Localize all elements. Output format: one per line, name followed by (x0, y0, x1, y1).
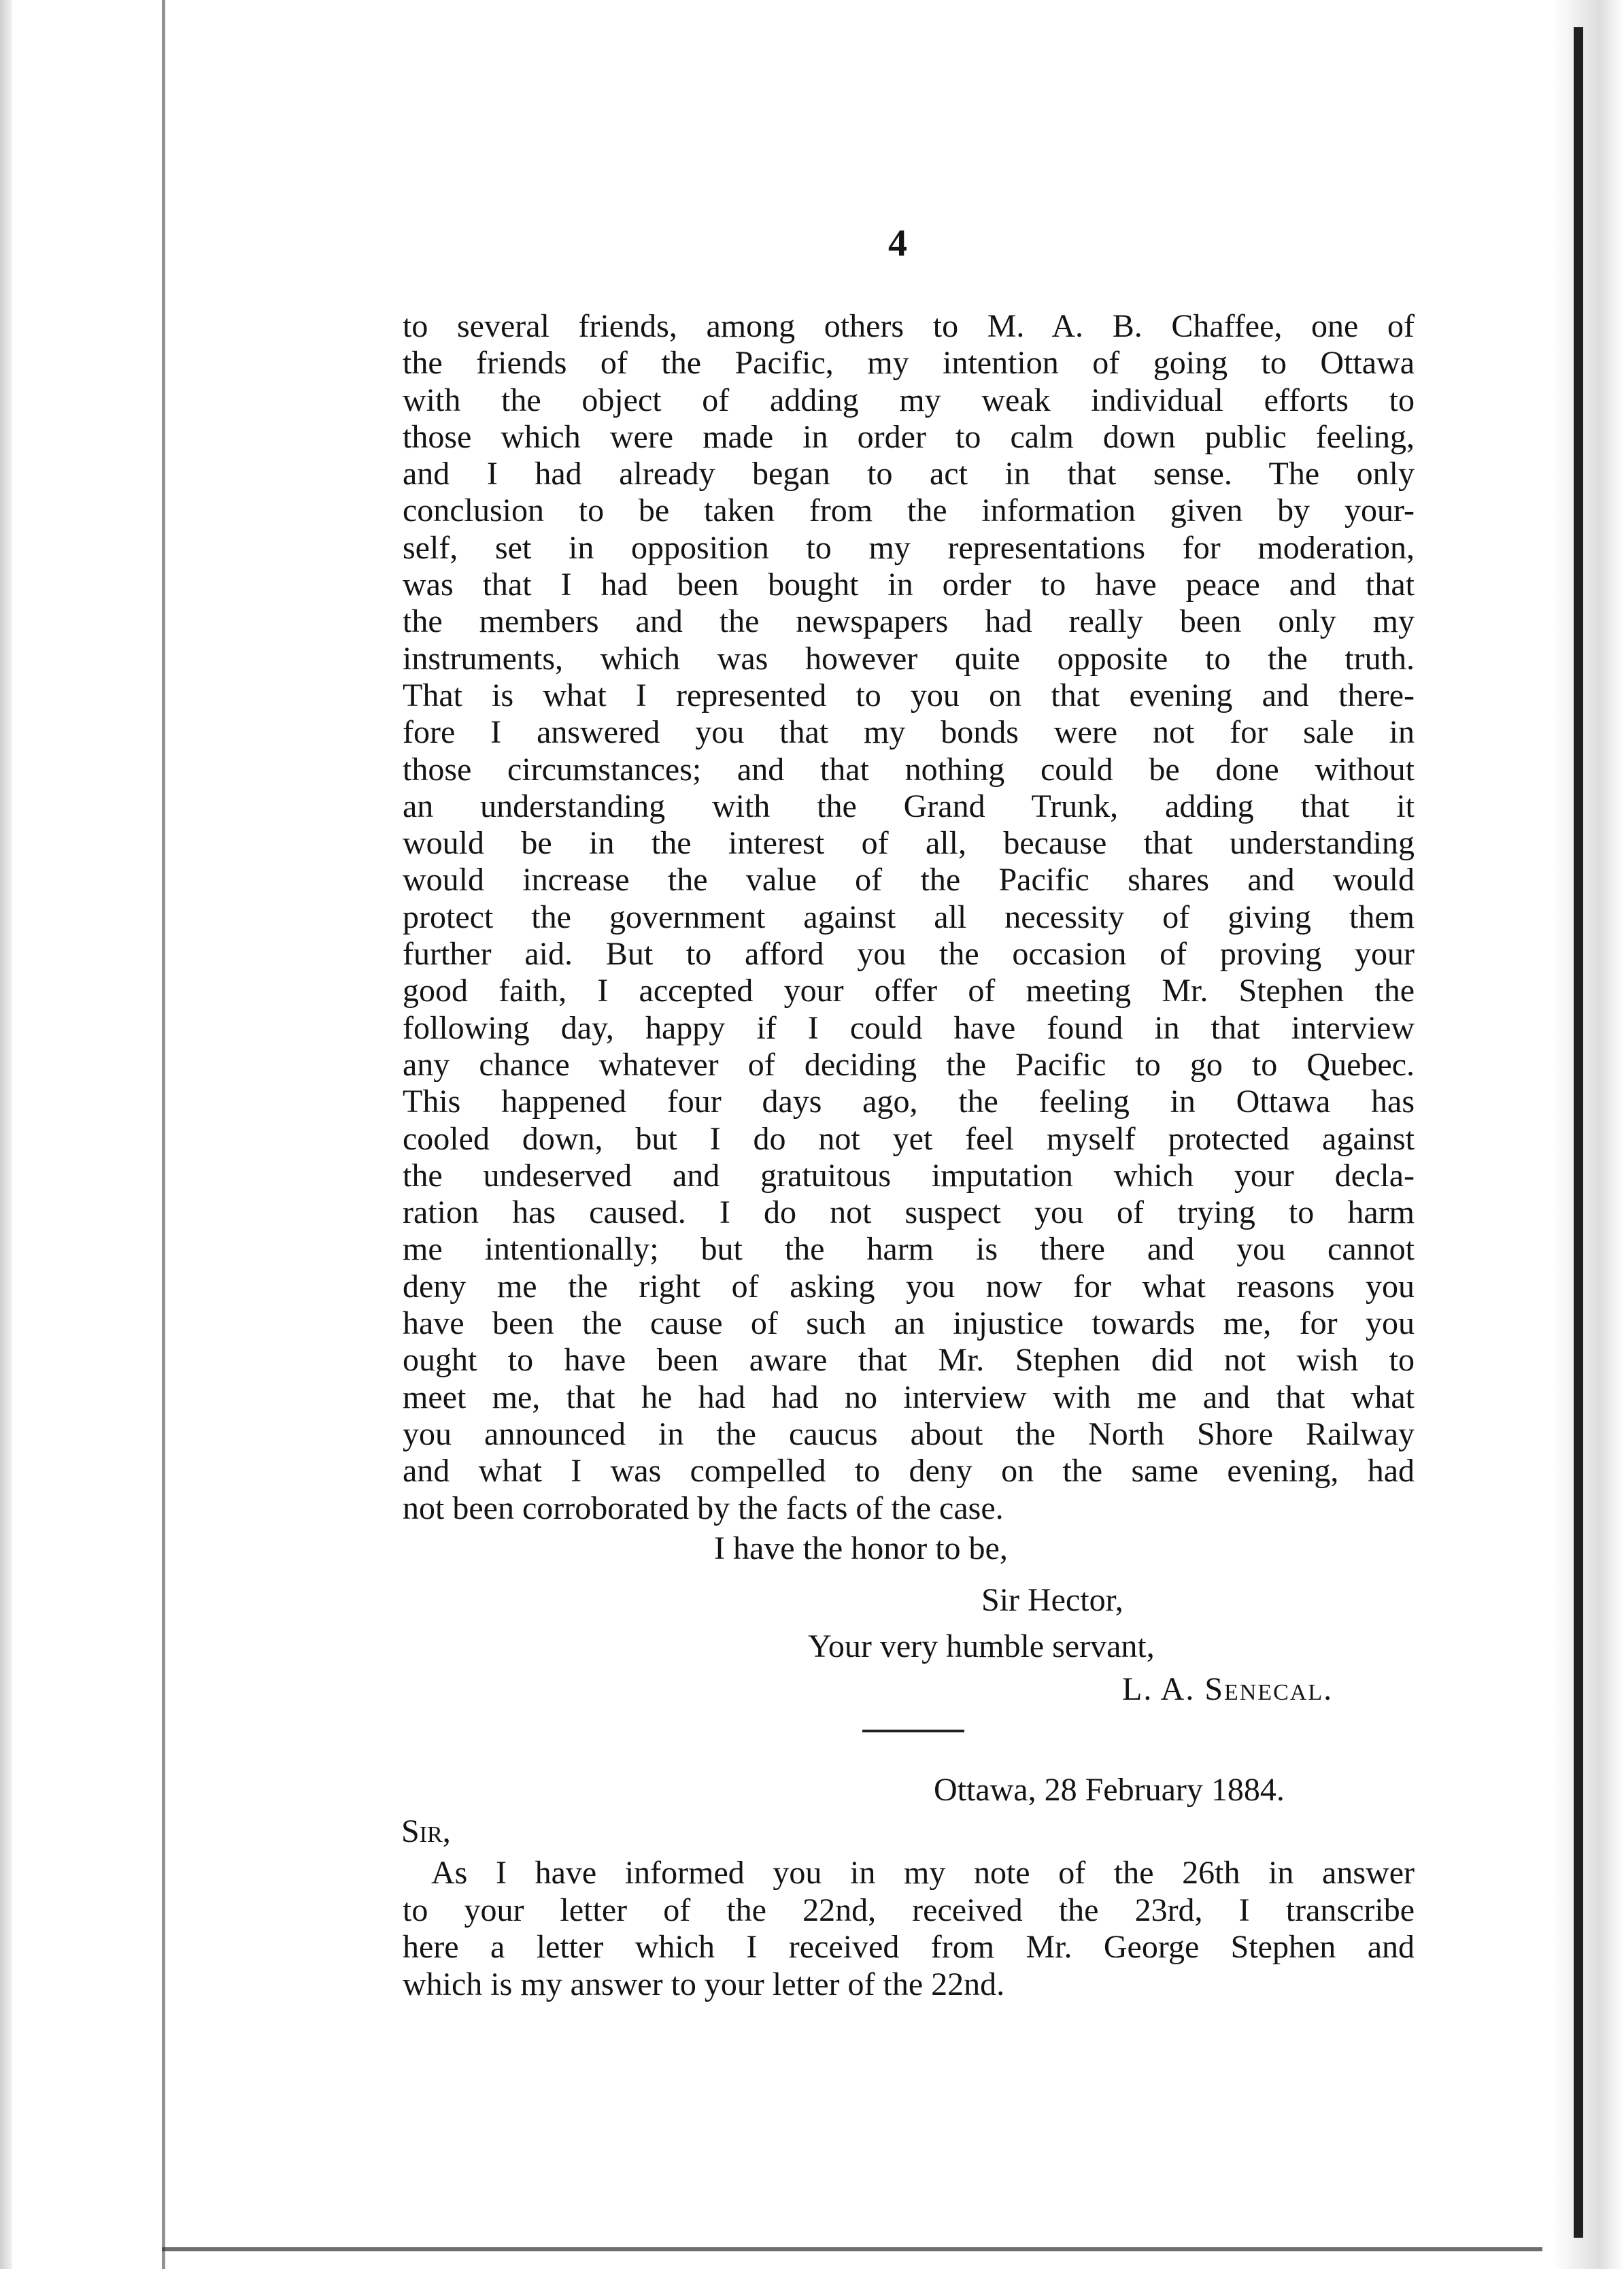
page-bottom-edge (162, 2247, 1542, 2251)
text-line: not been corroborated by the facts of the case. (403, 1490, 1004, 1526)
page-edge-left (0, 0, 12, 2269)
page-number: 4 (888, 222, 907, 265)
text-line: to several friends, among others to M. A. B. Chaffee, one of (403, 308, 1415, 344)
closing-line: I have the honor to be, (714, 1530, 1008, 1566)
closing-valediction: Your very humble servant, (808, 1628, 1155, 1664)
text-line: ration has caused. I do not suspect you of trying to harm (403, 1194, 1415, 1231)
text-line: was that I had been bought in order to have peace and that (403, 567, 1415, 603)
text-line: an understanding with the Grand Trunk, adding that it (403, 788, 1415, 824)
dateline: Ottawa, 28 February 1884. (934, 1772, 1285, 1808)
text-line: with the object of adding my weak individual efforts to (403, 382, 1415, 418)
page-binding-line (1574, 27, 1583, 2238)
page-edge-right (1553, 0, 1624, 2269)
second-letter-body (403, 1855, 1415, 2003)
text-line: me intentionally; but the harm is there and you cannot (403, 1231, 1415, 1268)
text-line: have been the cause of such an injustice towards me, for you (403, 1305, 1415, 1342)
signature: L. A. Senecal. (1122, 1671, 1334, 1707)
text-line: the friends of the Pacific, my intention of going to Ottawa (403, 345, 1415, 382)
page-gutter-line (162, 0, 165, 2269)
letter-body (403, 308, 1415, 1527)
text-line: and what I was compelled to deny on the same evening, had (403, 1453, 1415, 1490)
text-line: self, set in opposition to my representations for moderation, (403, 529, 1415, 566)
text-line: good faith, I accepted your offer of meeting Mr. Stephen the (403, 973, 1415, 1009)
text-line: any chance whatever of deciding the Pacific to go to Quebec. (403, 1046, 1415, 1083)
text-line: those circumstances; and that nothing could be done without (403, 751, 1415, 788)
section-divider (862, 1730, 964, 1732)
text-line: That is what I represented to you on that evening and there- (403, 677, 1415, 713)
text-line: ought to have been aware that Mr. Stephen did not wish to (403, 1342, 1415, 1379)
text-line: This happened four days ago, the feeling in Ottawa has (403, 1083, 1415, 1120)
text-line: to your letter of the 22nd, received the 23rd, I transcribe (403, 1892, 1415, 1928)
text-line: further aid. But to afford you the occasion of proving your (403, 936, 1415, 973)
text-line: which is my answer to your letter of the 22nd. (403, 1966, 1005, 2002)
text-line: protect the government against all necessity of giving them (403, 898, 1415, 935)
text-line: As I have informed you in my note of the 26th in answer (431, 1855, 1415, 1891)
text-line: the undeserved and gratuitous imputation which your decla- (403, 1157, 1415, 1194)
text-line: would increase the value of the Pacific shares and would (403, 862, 1415, 898)
text-line: you announced in the caucus about the North Shore Railway (403, 1415, 1415, 1452)
text-line: would be in the interest of all, because that understanding (403, 825, 1415, 862)
text-line: following day, happy if I could have found in that interview (403, 1009, 1415, 1046)
text-line: cooled down, but I do not yet feel myself protected against (403, 1120, 1415, 1157)
text-line: here a letter which I received from Mr. George Stephen and (403, 1929, 1415, 1965)
text-line: instruments, which was however quite opposite to the truth. (403, 640, 1415, 677)
salutation: Sir, (401, 1813, 451, 1849)
text-line: meet me, that he had had no interview with me and that what (403, 1379, 1415, 1415)
closing-addressee: Sir Hector, (981, 1582, 1123, 1618)
text-line: deny me the right of asking you now for what reasons you (403, 1268, 1415, 1305)
text-line: conclusion to be taken from the information given by your- (403, 492, 1415, 529)
text-line: the members and the newspapers had really been only my (403, 603, 1415, 640)
text-line: those which were made in order to calm down public feeling, (403, 418, 1415, 455)
text-line: fore I answered you that my bonds were not for sale in (403, 714, 1415, 751)
text-line: and I had already began to act in that sense. The only (403, 456, 1415, 492)
